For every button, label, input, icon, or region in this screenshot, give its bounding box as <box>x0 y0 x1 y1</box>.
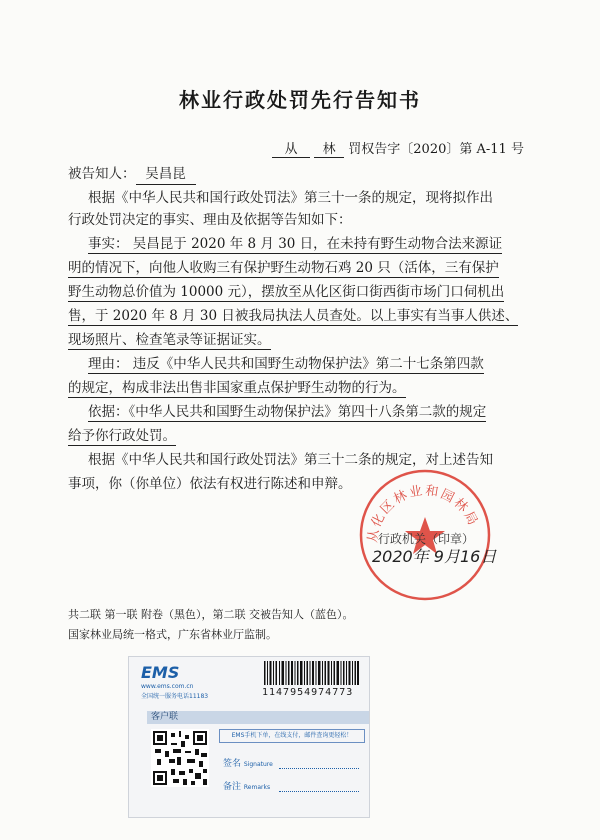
signature-label-en: Signature <box>243 761 273 768</box>
closing-line-1: 根据《中华人民共和国行政处罚法》第三十二条的规定，对上述告知 <box>88 452 493 468</box>
barcode <box>264 661 359 685</box>
basis-line-1 <box>88 403 552 421</box>
ems-promo-banner: EMS手机下单，在线支付，邮件查询更轻松！ <box>219 729 365 743</box>
basis-line-2 <box>68 427 532 445</box>
seal-caption: 行政机关（印章） <box>378 532 475 546</box>
fact-line-5 <box>68 331 532 349</box>
remarks-field <box>223 779 270 792</box>
basis-text-1: 依据：《中华人民共和国野生动物保护法》第四十八条第二款的规定 <box>88 404 487 420</box>
document-number <box>272 138 524 158</box>
fact-text-1: 事实： 吴昌昆于 2020 年 8 月 30 日，在未持有野生动物合法来源证 <box>88 236 503 252</box>
body-line-2: 行政处罚决定的事实、理由及依据等告知如下： <box>68 212 352 228</box>
fact-line-2 <box>68 259 532 277</box>
body-line-1: 根据《中华人民共和国行政处罚法》第三十一条的规定，现将拟作出 <box>88 190 493 206</box>
recipient-line <box>68 165 532 185</box>
footer-line-2: 国家林业局统一格式，广东省林业厅监制。 <box>68 628 277 641</box>
doc-agency: 从 <box>272 138 310 158</box>
remarks-label-en: Remarks <box>243 784 271 791</box>
reason-line-1 <box>88 355 552 373</box>
barcode-number: 1147954974773 <box>262 687 354 698</box>
ems-logo: EMS <box>141 663 180 682</box>
reason-text-1: 理由： 违反《中华人民共和国野生动物保护法》第二十七条第四款 <box>88 356 484 372</box>
signature-label: 签名 <box>223 759 242 769</box>
recipient-label: 被告知人： <box>68 166 136 182</box>
fact-line-3 <box>68 283 532 301</box>
doc-sub: 林 <box>314 138 344 158</box>
reason-text-2: 的规定，构成非法出售非国家重点保护野生动物的行为。 <box>68 380 406 396</box>
remarks-line <box>279 790 359 792</box>
basis-text-2: 给予你行政处罚。 <box>68 428 176 444</box>
customer-copy-strip: 客户联 <box>147 711 369 724</box>
handwritten-date: 2020年 9月16日 <box>372 547 497 566</box>
ems-website: www.ems.com.cn <box>141 683 194 690</box>
reason-line-2 <box>68 379 532 397</box>
fact-line-1 <box>88 235 552 253</box>
seal-text: 从化区林业和园林局 <box>365 483 481 544</box>
document-title: 林业行政处罚先行告知书 <box>179 88 421 112</box>
signature-field <box>223 756 273 769</box>
fact-text-2: 明的情况下，向他人收购三有保护野生动物石鸡 20 只（活体，三有保护 <box>68 260 499 276</box>
fact-text-4: 售，于 2020 年 8 月 30 日被我局执法人员查处。以上事实有当事人供述、 <box>68 308 519 324</box>
footer-line-1: 共二联 第一联 附卷（黑色），第二联 交被告知人（蓝色）。 <box>68 608 354 621</box>
doc-number-text: 罚权告字〔2020〕第 A-11 号 <box>348 142 524 157</box>
signature-line <box>279 767 359 769</box>
ems-hotline: 全国统一服务电话11183 <box>141 693 209 700</box>
fact-line-4 <box>68 307 532 325</box>
recipient-name: 吴昌昆 <box>136 165 196 185</box>
closing-line-2: 事项，你（你单位）依法有权进行陈述和申辩。 <box>68 476 352 492</box>
remarks-label: 备注 <box>223 782 242 792</box>
fact-text-5: 现场照片、检查笔录等证据证实。 <box>68 332 271 348</box>
qr-code <box>151 729 209 787</box>
ems-shipping-label <box>128 656 370 818</box>
fact-text-3: 野生动物总价值为 10000 元），摆放至从化区街口街西街市场门口伺机出 <box>68 284 505 300</box>
